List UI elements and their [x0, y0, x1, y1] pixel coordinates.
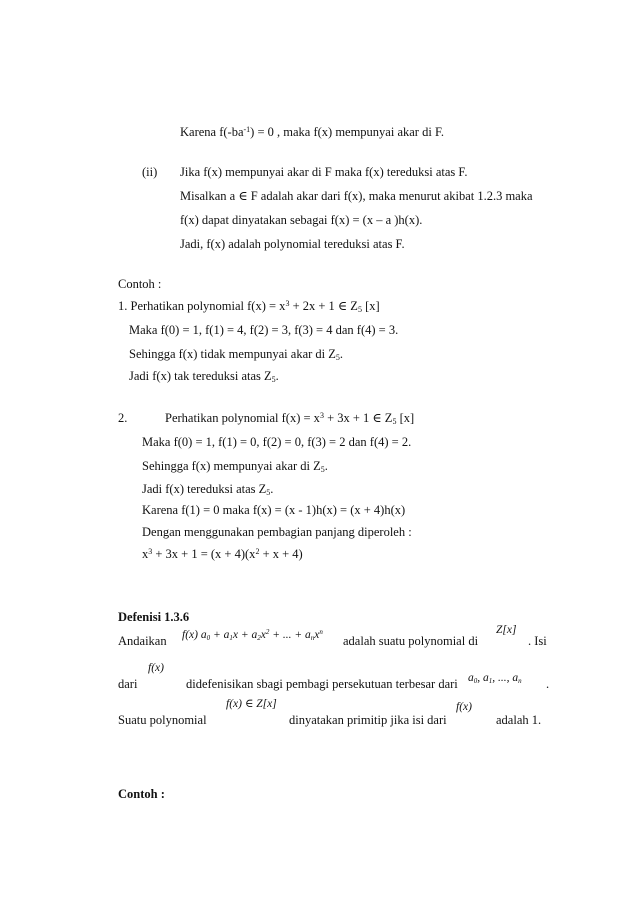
example-2-number: 2.: [118, 411, 128, 425]
example-2-line-5: Karena f(1) = 0 maka f(x) = (x - 1)h(x) = (x + 4)h(x): [142, 503, 406, 517]
example-2-line-6: Dengan menggunakan pembagian panjang diperoleh :: [142, 525, 412, 539]
example-2-line-1: Perhatikan polynomial $f(x) = x^3 + 3x + 1$ ∈ $Z_5$ [x]: [165, 411, 415, 426]
case-ii-label: (ii): [142, 165, 158, 179]
primitive-formula: f(x) ∈ Z[x]: [226, 698, 277, 710]
definition-line-3-end: adalah 1.: [496, 713, 542, 727]
definition-line-2-mid: didefenisikan sbagi pembagi persekutuan terbesar dari: [186, 677, 458, 691]
definition-line-3-start: Suatu polynomial: [118, 713, 207, 727]
example-2-line-4: Jadi f(x) tereduksi atas $Z_5$.: [142, 482, 274, 497]
example-1-line-2: Maka f(0) = 1, f(1) = 4, f(2) = 3, f(3) = 4 dan f(4) = 3.: [129, 323, 399, 337]
definition-line-1-end: . Isi: [528, 634, 547, 648]
example-2-line-3: Sehingga f(x) mempunyai akar di $Z_5$.: [142, 459, 328, 474]
definition-line-1-mid: adalah suatu polynomial di: [343, 634, 479, 648]
example-2-line-7: $x^3 + 3x + 1 = (x + 4)(x^2 + x + 4)$: [142, 547, 303, 561]
example-1-line-3: Sehingga f(x) tidak mempunyai akar di $Z_5$.: [129, 347, 344, 362]
example-3-heading: Contoh :: [118, 787, 165, 801]
definition-line-1-word: Andaikan: [118, 634, 167, 648]
definition-line-3-mid: dinyatakan primitip jika isi dari: [289, 713, 447, 727]
case-ii-line-2: Misalkan a ∈ F adalah akar dari f(x), maka menurut akibat 1.2.3 maka: [180, 189, 533, 203]
zx-ring: Z[x]: [496, 624, 517, 636]
case-i-line: Karena $f(-ba^{-1}) = 0$ , maka f(x) mempunyai akar di F.: [180, 125, 445, 139]
case-ii-line-1: Jika f(x) mempunyai akar di F maka f(x) tereduksi atas F.: [180, 165, 468, 179]
example-heading: Contoh :: [118, 277, 162, 291]
example-2-line-2: Maka f(0) = 1, f(1) = 0, f(2) = 0, f(3) = 2 dan f(4) = 2.: [142, 435, 412, 449]
content-fx-2: f(x): [456, 701, 472, 713]
example-1-line-4: Jadi f(x) tak tereduksi atas $Z_5$.: [129, 369, 279, 384]
definition-line-2-start: dari: [118, 677, 138, 691]
case-ii-line-4: Jadi, f(x) adalah polynomial tereduksi atas F.: [180, 237, 405, 251]
coefficients: $a_0$, $a_1$, ..., $a_n$: [468, 672, 522, 685]
definition-line-2-end: .: [546, 677, 550, 691]
content-fx: f(x): [148, 662, 164, 674]
polynomial-formula: f(x) $a_0 + a_1x + a_2x^2$ + ... + $a_nx^n$: [182, 628, 323, 642]
definition-title: Defenisi 1.3.6: [118, 610, 190, 624]
case-ii-line-3: f(x) dapat dinyatakan sebagai f(x) = (x – a )h(x).: [180, 213, 423, 227]
example-1-line-1: 1. Perhatikan polynomial $f(x) = x^3 + 2x + 1$ ∈ $Z_5$ [x]: [118, 299, 380, 314]
